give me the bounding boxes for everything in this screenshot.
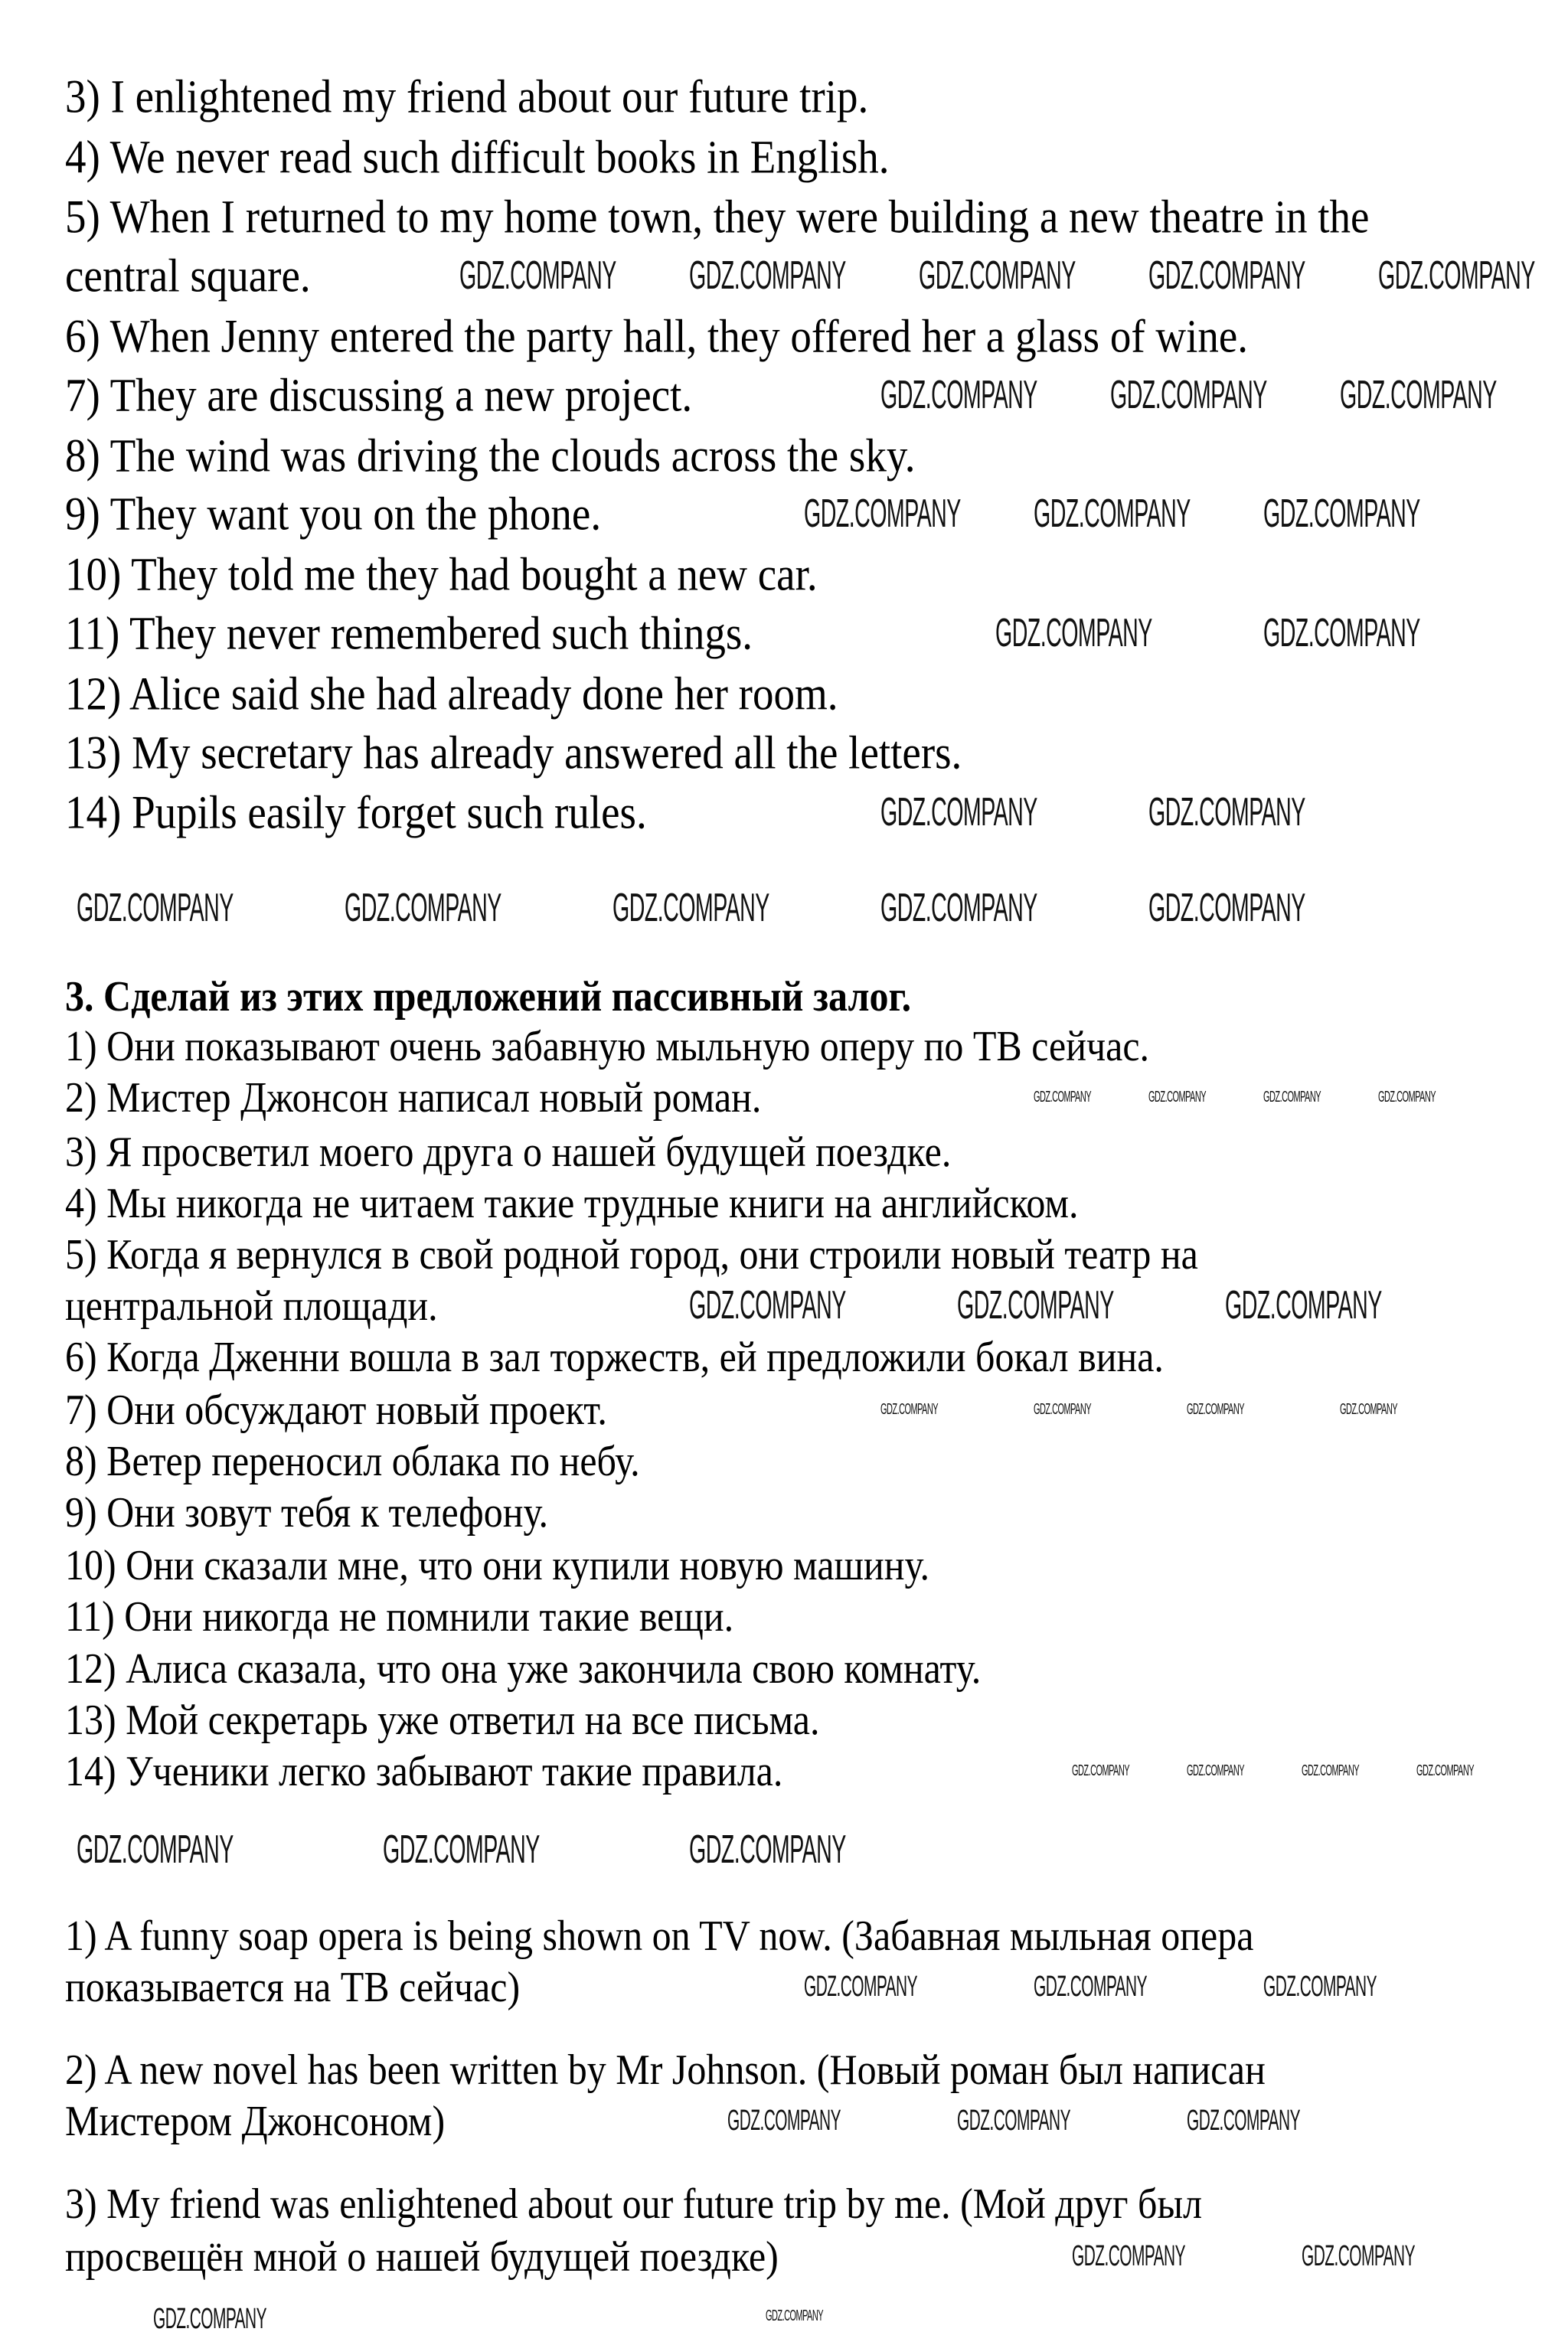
watermark: GDZ.COMPANY xyxy=(1072,2240,1186,2272)
watermark: GDZ.COMPANY xyxy=(880,790,1037,834)
watermark: GDZ.COMPANY xyxy=(1263,492,1420,536)
watermark: GDZ.COMPANY xyxy=(1148,790,1305,834)
watermark: GDZ.COMPANY xyxy=(1148,253,1305,298)
watermark: GDZ.COMPANY xyxy=(1263,1089,1321,1106)
watermark: GDZ.COMPANY xyxy=(1187,1762,1245,1779)
sentence-line: 10) They told me they had bought a new car. xyxy=(65,547,818,601)
exercise-line: 4) Мы никогда не читаем такие трудные книги на английском. xyxy=(65,1178,1079,1227)
watermark: GDZ.COMPANY xyxy=(689,1827,846,1872)
answer-line: 3) My friend was enlightened about our future trip by me. (Мой друг был xyxy=(65,2179,1203,2228)
exercise-line: 10) Они сказали мне, что они купили новую машину. xyxy=(65,1540,930,1589)
watermark: GDZ.COMPANY xyxy=(689,1283,846,1328)
watermark: GDZ.COMPANY xyxy=(1225,1283,1382,1328)
exercise-line: центральной площади. xyxy=(65,1281,438,1330)
watermark: GDZ.COMPANY xyxy=(77,886,234,930)
sentence-line: 11) They never remembered such things. xyxy=(65,606,753,660)
watermark: GDZ.COMPANY xyxy=(1034,1401,1092,1418)
watermark: GDZ.COMPANY xyxy=(1263,1971,1377,2003)
sentence-line: 6) When Jenny entered the party hall, they offered her a glass of wine. xyxy=(65,309,1249,363)
watermark: GDZ.COMPANY xyxy=(957,1283,1114,1328)
exercise-line: 7) Они обсуждают новый проект. xyxy=(65,1385,607,1434)
exercise-heading: 3. Сделай из этих предложений пассивный залог. xyxy=(65,972,912,1021)
watermark: GDZ.COMPANY xyxy=(1302,2240,1416,2272)
watermark: GDZ.COMPANY xyxy=(957,2105,1071,2137)
answer-line: 1) A funny soap opera is being shown on TV now. (Забавная мыльная опера xyxy=(65,1911,1254,1960)
watermark: GDZ.COMPANY xyxy=(880,373,1037,417)
watermark: GDZ.COMPANY xyxy=(1378,1089,1436,1106)
sentence-line: 14) Pupils easily forget such rules. xyxy=(65,785,647,839)
watermark: GDZ.COMPANY xyxy=(766,2307,824,2324)
answer-line: просвещён мной о нашей будущей поездке) xyxy=(65,2232,779,2281)
watermark: GDZ.COMPANY xyxy=(1340,373,1497,417)
sentence-line: 12) Alice said she had already done her room. xyxy=(65,667,838,720)
watermark: GDZ.COMPANY xyxy=(1034,1089,1092,1106)
watermark: GDZ.COMPANY xyxy=(1263,611,1420,655)
watermark: GDZ.COMPANY xyxy=(459,253,616,298)
sentence-line: 9) They want you on the phone. xyxy=(65,487,602,541)
answer-line: 2) A new novel has been written by Mr Johnson. (Новый роман был написан xyxy=(65,2045,1266,2094)
exercise-line: 3) Я просветил моего друга о нашей будущей поездке. xyxy=(65,1127,952,1176)
exercise-line: 12) Алиса сказала, что она уже закончила свою комнату. xyxy=(65,1644,982,1693)
watermark: GDZ.COMPANY xyxy=(880,1401,939,1418)
watermark: GDZ.COMPANY xyxy=(1302,1762,1360,1779)
exercise-line: 5) Когда я вернулся в свой родной город, они строили новый театр на xyxy=(65,1230,1198,1279)
sentence-line: 7) They are discussing a new project. xyxy=(65,368,693,422)
watermark: GDZ.COMPANY xyxy=(153,2303,267,2335)
watermark: GDZ.COMPANY xyxy=(804,1971,918,2003)
watermark: GDZ.COMPANY xyxy=(1034,492,1191,536)
watermark: GDZ.COMPANY xyxy=(1187,1401,1245,1418)
watermark: GDZ.COMPANY xyxy=(1148,886,1305,930)
sentence-line: 13) My secretary has already answered all the letters. xyxy=(65,726,962,779)
exercise-line: 9) Они зовут тебя к телефону. xyxy=(65,1488,548,1537)
sentence-line: central square. xyxy=(65,249,311,302)
exercise-line: 13) Мой секретарь уже ответил на все письма. xyxy=(65,1695,820,1744)
exercise-line: 8) Ветер переносил облака по небу. xyxy=(65,1436,640,1485)
watermark: GDZ.COMPANY xyxy=(880,886,1037,930)
watermark: GDZ.COMPANY xyxy=(77,1827,234,1872)
exercise-line: 14) Ученики легко забывают такие правила. xyxy=(65,1746,783,1795)
exercise-line: 2) Мистер Джонсон написал новый роман. xyxy=(65,1073,762,1122)
watermark: GDZ.COMPANY xyxy=(1378,253,1535,298)
watermark: GDZ.COMPANY xyxy=(1148,1089,1207,1106)
watermark: GDZ.COMPANY xyxy=(1187,2105,1301,2137)
watermark: GDZ.COMPANY xyxy=(612,886,769,930)
watermark: GDZ.COMPANY xyxy=(995,611,1152,655)
exercise-line: 1) Они показывают очень забавную мыльную оперу по ТВ сейчас. xyxy=(65,1021,1150,1070)
exercise-line: 6) Когда Дженни вошла в зал торжеств, ей предложили бокал вина. xyxy=(65,1332,1164,1381)
answer-line: показывается на ТВ сейчас) xyxy=(65,1962,521,2011)
watermark: GDZ.COMPANY xyxy=(689,253,846,298)
exercise-line: 11) Они никогда не помнили такие вещи. xyxy=(65,1592,734,1641)
watermark: GDZ.COMPANY xyxy=(1110,373,1267,417)
sentence-line: 8) The wind was driving the clouds across the sky. xyxy=(65,429,916,482)
sentence-line: 3) I enlightened my friend about our future trip. xyxy=(65,70,869,123)
watermark: GDZ.COMPANY xyxy=(383,1827,540,1872)
watermark: GDZ.COMPANY xyxy=(804,492,961,536)
sentence-line: 4) We never read such difficult books in English. xyxy=(65,130,890,184)
watermark: GDZ.COMPANY xyxy=(919,253,1076,298)
watermark: GDZ.COMPANY xyxy=(345,886,501,930)
sentence-line: 5) When I returned to my home town, they were building a new theatre in the xyxy=(65,190,1370,243)
answer-line: Мистером Джонсоном) xyxy=(65,2096,446,2145)
watermark: GDZ.COMPANY xyxy=(727,2105,841,2137)
watermark: GDZ.COMPANY xyxy=(1034,1971,1148,2003)
watermark: GDZ.COMPANY xyxy=(1072,1762,1130,1779)
watermark: GDZ.COMPANY xyxy=(1416,1762,1475,1779)
watermark: GDZ.COMPANY xyxy=(1340,1401,1398,1418)
